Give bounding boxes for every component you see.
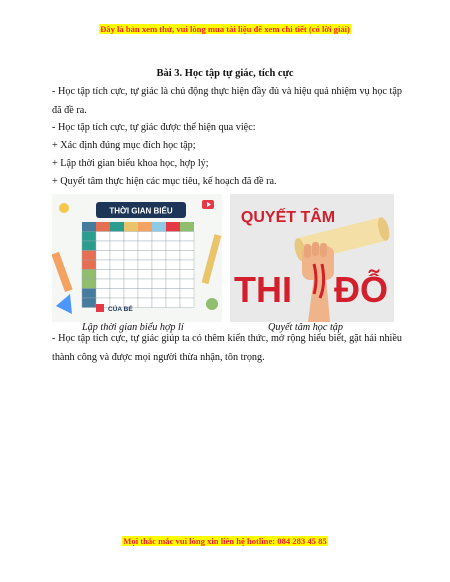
timetable-cell <box>152 289 166 299</box>
timetable-cell <box>138 260 152 270</box>
timetable-cell <box>152 241 166 251</box>
determination-caption: Quyết tâm học tập <box>268 322 343 333</box>
timetable-cell <box>180 260 194 270</box>
timetable-cell <box>82 232 96 242</box>
bullet-timetable: + Lập thời gian biểu khoa học, hợp lý; <box>52 158 209 169</box>
determination-illustration <box>230 194 394 322</box>
hotline-text: Mọi thắc mắc vui lòng xin liên hệ hotline: 084 283 45 85 <box>123 536 327 546</box>
timetable-header-cell <box>82 222 96 232</box>
timetable-cell <box>138 251 152 261</box>
timetable-header-cell <box>124 222 138 232</box>
timetable-cell <box>152 260 166 270</box>
bullet-goal: + Xác định đúng mục đích học tập; <box>52 140 196 151</box>
timetable-header-cell <box>180 222 194 232</box>
poster-word-thi: THI <box>234 269 292 310</box>
timetable-cell <box>110 289 124 299</box>
timetable-cell <box>124 251 138 261</box>
timetable-cell <box>82 260 96 270</box>
timetable-cell <box>166 279 180 289</box>
timetable-cell <box>82 279 96 289</box>
timetable-cell <box>124 260 138 270</box>
timetable-header-cell <box>166 222 180 232</box>
timetable-cell <box>152 232 166 242</box>
timetable-cell <box>152 298 166 308</box>
paragraph-expression: - Học tập tích cực, tự giác được thể hiện qua việc: <box>52 122 256 133</box>
timetable-cell <box>110 251 124 261</box>
timetable-cell <box>110 241 124 251</box>
timetable-cell <box>166 241 180 251</box>
timetable-cell <box>110 279 124 289</box>
timetable-cell <box>180 298 194 308</box>
timetable-cell <box>166 289 180 299</box>
timetable-cell <box>124 241 138 251</box>
poster-word-do: ĐỖ <box>334 269 388 310</box>
timetable-image <box>52 194 222 322</box>
timetable-cell <box>180 251 194 261</box>
preview-notice-text: Đây là bản xem thử, vui lòng mua tài liệu để xem chi tiết (có lời giải) <box>100 24 350 34</box>
timetable-cell <box>96 260 110 270</box>
timetable-caption: Lập thời gian biểu hợp lí <box>82 322 184 333</box>
timetable-header-cell <box>110 222 124 232</box>
timetable-cell <box>82 298 96 308</box>
timetable-cell <box>166 298 180 308</box>
timetable-cell <box>96 270 110 280</box>
bullet-determination: + Quyết tâm thực hiện các mục tiêu, kế hoạch đã đề ra. <box>52 176 277 187</box>
timetable-cell <box>138 289 152 299</box>
timetable-cell <box>82 289 96 299</box>
poster-banner-text: QUYẾT TÂM <box>240 209 336 226</box>
timetable-cell <box>110 260 124 270</box>
timetable-header-cell <box>152 222 166 232</box>
timetable-cell <box>180 289 194 299</box>
hotline-banner <box>0 536 450 546</box>
timetable-cell <box>166 260 180 270</box>
timetable-cell <box>96 251 110 261</box>
timetable-header-cell <box>96 222 110 232</box>
timetable-footer: CỦA BÉ <box>108 306 133 313</box>
determination-image <box>230 194 394 322</box>
timetable-cell <box>138 232 152 242</box>
timetable-cell <box>138 298 152 308</box>
timetable-cell <box>96 232 110 242</box>
timetable-cell <box>110 232 124 242</box>
timetable-cell <box>96 279 110 289</box>
timetable-heading: THỜI GIAN BIỂU <box>109 206 173 216</box>
timetable-illustration <box>52 194 222 322</box>
timetable-cell <box>138 270 152 280</box>
timetable-cell <box>124 279 138 289</box>
timetable-cell <box>110 270 124 280</box>
paragraph-definition: - Học tập tích cực, tự giác là chủ động thực hiện đầy đủ và hiệu quả nhiệm vụ học tập đã đề ra. <box>52 86 402 116</box>
timetable-cell <box>180 241 194 251</box>
timetable-cell <box>180 232 194 242</box>
timetable-cell <box>152 270 166 280</box>
paragraph-benefit: - Học tập tích cực, tự giác giúp ta có thêm kiến thức, mở rộng hiểu biết, gặt hái nhiều thành công và được mọi người thừa nhận, tôn trọng. <box>52 333 402 363</box>
timetable-cell <box>166 270 180 280</box>
timetable-cell <box>138 241 152 251</box>
timetable-header-cell <box>138 222 152 232</box>
timetable-cell <box>166 232 180 242</box>
timetable-cell <box>166 251 180 261</box>
timetable-cell <box>96 289 110 299</box>
timetable-cell <box>180 279 194 289</box>
timetable-cell <box>82 270 96 280</box>
timetable-cell <box>82 251 96 261</box>
timetable-cell <box>138 279 152 289</box>
timetable-cell <box>82 241 96 251</box>
timetable-cell <box>152 279 166 289</box>
lesson-title: Bài 3. Học tập tự giác, tích cực <box>156 68 294 79</box>
timetable-cell <box>152 251 166 261</box>
timetable-cell <box>96 241 110 251</box>
timetable-cell <box>124 232 138 242</box>
timetable-cell <box>124 289 138 299</box>
timetable-cell <box>124 270 138 280</box>
timetable-cell <box>180 270 194 280</box>
preview-notice-banner <box>0 24 450 34</box>
